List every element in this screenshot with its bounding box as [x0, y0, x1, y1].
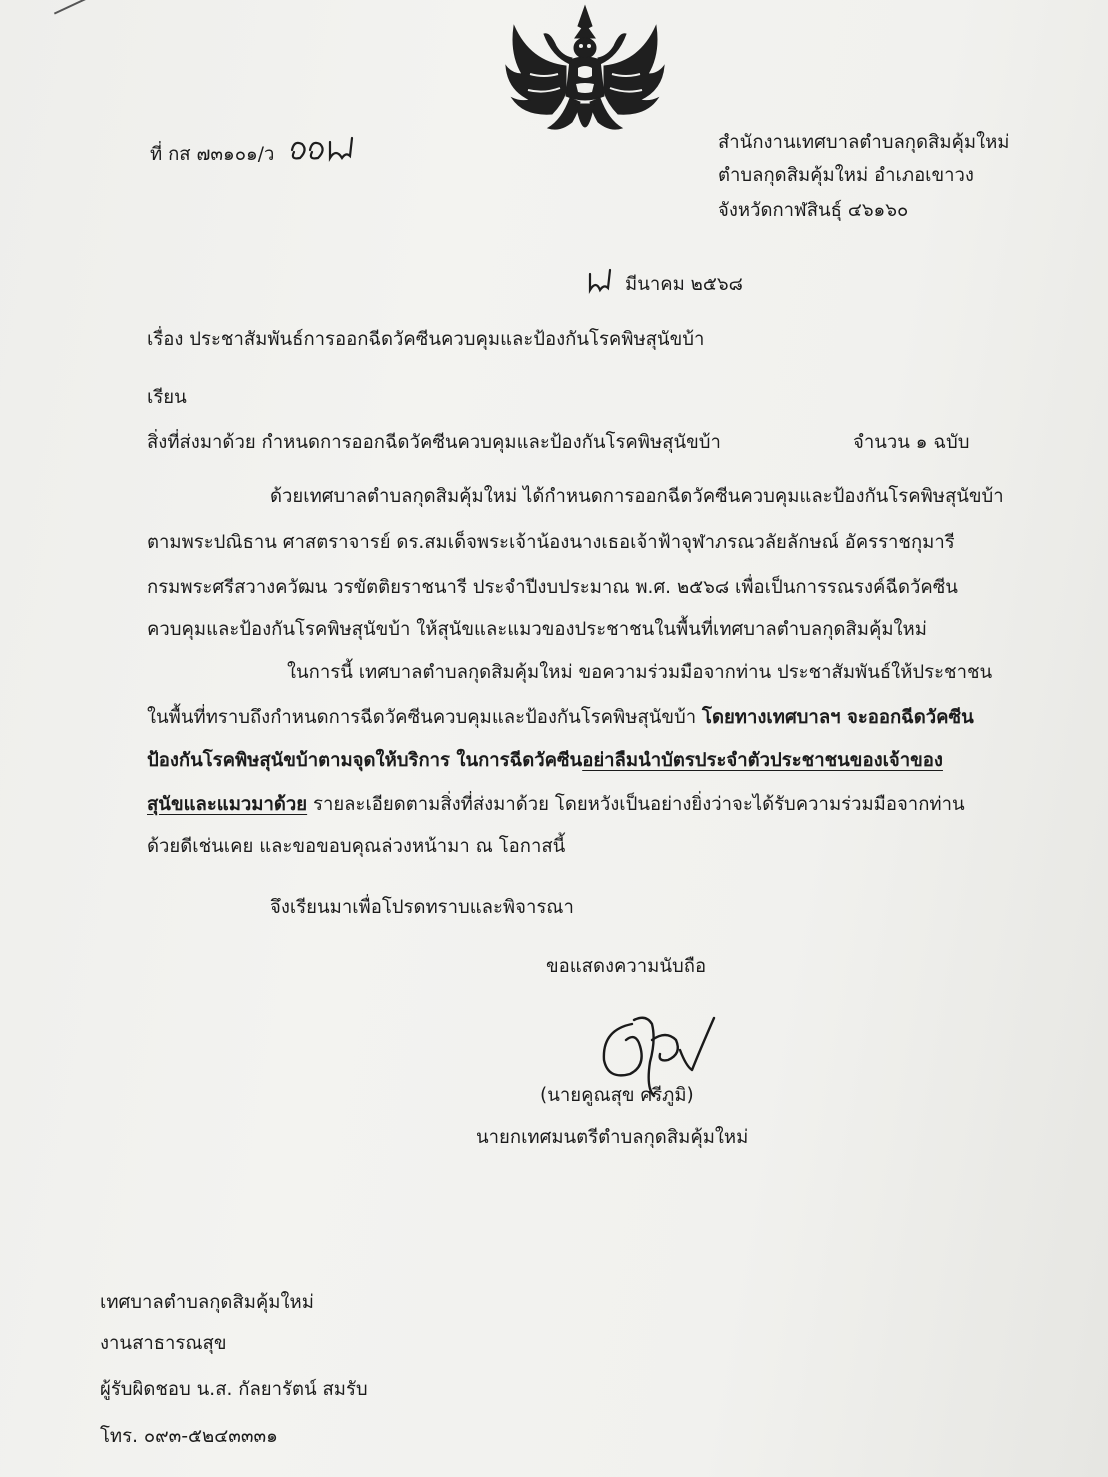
letter-subject: เรื่อง ประชาสัมพันธ์การออกฉีดวัคซีนควบคุมและป้องกันโรคพิษสุนัขบ้า [147, 329, 705, 350]
body-paragraph-2-line-5: ด้วยดีเช่นเคย และขอขอบคุณล่วงหน้ามา ณ โอกาสนี้ [147, 836, 566, 857]
letter-closing: จึงเรียนมาเพื่อโปรดทราบและพิจารณา [270, 897, 574, 918]
body-paragraph-2-line-2 [147, 705, 974, 731]
contact-organization: เทศบาลตำบลกุดสิมคุ้มใหม่ [100, 1292, 314, 1313]
body-paragraph-2-line-3-emphasis: ป้องกันโรคพิษสุนัขบ้าตามจุดให้บริการ ในการฉีดวัคซีน [147, 750, 583, 771]
body-paragraph-2-line-2-text: ในพื้นที่ทราบถึงกำหนดการฉีดวัคซีนควบคุมและป้องกันโรคพิษสุนัขบ้า [147, 707, 703, 728]
body-paragraph-2-line-3-underline: อย่าลืมนำบัตรประจำตัวประชาชนของเจ้าของ [582, 750, 943, 771]
handwritten-date-day [586, 268, 614, 298]
body-paragraph-2-line-2-emphasis: โดยทางเทศบาลฯ จะออกฉีดวัคซีน [702, 707, 974, 728]
sender-province: จังหวัดกาฬสินธุ์ ๔๖๑๖๐ [718, 200, 909, 221]
signer-name: (นายคูณสุข ศรีภูมิ) [540, 1085, 694, 1106]
contact-person: ผู้รับผิดชอบ น.ส. กัลยารัตน์ สมรับ [100, 1379, 368, 1400]
enclosure-quantity: จำนวน ๑ ฉบับ [853, 432, 970, 453]
paper-fold-mark [48, 0, 91, 15]
signer-title: นายกเทศมนตรีตำบลกุดสิมคุ้มใหม่ [476, 1127, 749, 1148]
body-paragraph-2-line-1: ในการนี้ เทศบาลตำบลกุดสิมคุ้มใหม่ ขอความร่วมมือจากท่าน ประชาสัมพันธ์ให้ประชาชน [287, 662, 993, 683]
body-paragraph-2-line-3 [147, 748, 943, 774]
body-paragraph-1-line-2: ตามพระปณิธาน ศาสตราจารย์ ดร.สมเด็จพระเจ้าน้องนางเธอเจ้าฟ้าจุฬาภรณวลัยลักษณ์ อัครราชกุมารี [147, 532, 955, 553]
sender-office: สำนักงานเทศบาลตำบลกุดสิมคุ้มใหม่ [718, 132, 1010, 153]
body-paragraph-2-line-4-text: รายละเอียดตามสิ่งที่ส่งมาด้วย โดยหวังเป็นอย่างยิ่งว่าจะได้รับความร่วมมือจากท่าน [307, 794, 965, 815]
garuda-emblem-icon [500, 4, 670, 154]
letter-enclosure: สิ่งที่ส่งมาด้วย กำหนดการออกฉีดวัคซีนควบคุมและป้องกันโรคพิษสุนัขบ้า [147, 432, 721, 453]
body-paragraph-2-line-4 [147, 792, 965, 818]
letter-recipient: เรียน [147, 387, 187, 408]
sender-subdistrict: ตำบลกุดสิมคุ้มใหม่ อำเภอเขาวง [718, 165, 974, 186]
letter-date: มีนาคม ๒๕๖๘ [625, 274, 743, 295]
body-paragraph-2-line-4-underline: สุนัขและแมวมาด้วย [147, 794, 308, 815]
letter-regards: ขอแสดงความนับถือ [546, 956, 707, 977]
reference-number: ที่ กส ๗๓๑๐๑/ว [150, 144, 275, 165]
body-paragraph-1-line-1: ด้วยเทศบาลตำบลกุดสิมคุ้มใหม่ ได้กำหนดการออกฉีดวัคซีนควบคุมและป้องกันโรคพิษสุนัขบ้า [270, 486, 1004, 507]
body-paragraph-1-line-3: กรมพระศรีสวางควัฒน วรขัตติยราชนารี ประจำปีงบประมาณ พ.ศ. ๒๕๖๘ เพื่อเป็นการรณรงค์ฉีดวัคซีน [147, 577, 958, 598]
body-paragraph-1-line-4: ควบคุมและป้องกันโรคพิษสุนัขบ้า ให้สุนัขและแมวของประชาชนในพื้นที่เทศบาลตำบลกุดสิมคุ้มใหม่ [147, 619, 927, 640]
contact-department: งานสาธารณสุข [100, 1333, 227, 1354]
contact-phone: โทร. ๐๙๓-๕๒๔๓๓๓๑ [100, 1426, 278, 1447]
handwritten-reference-number [286, 134, 360, 168]
